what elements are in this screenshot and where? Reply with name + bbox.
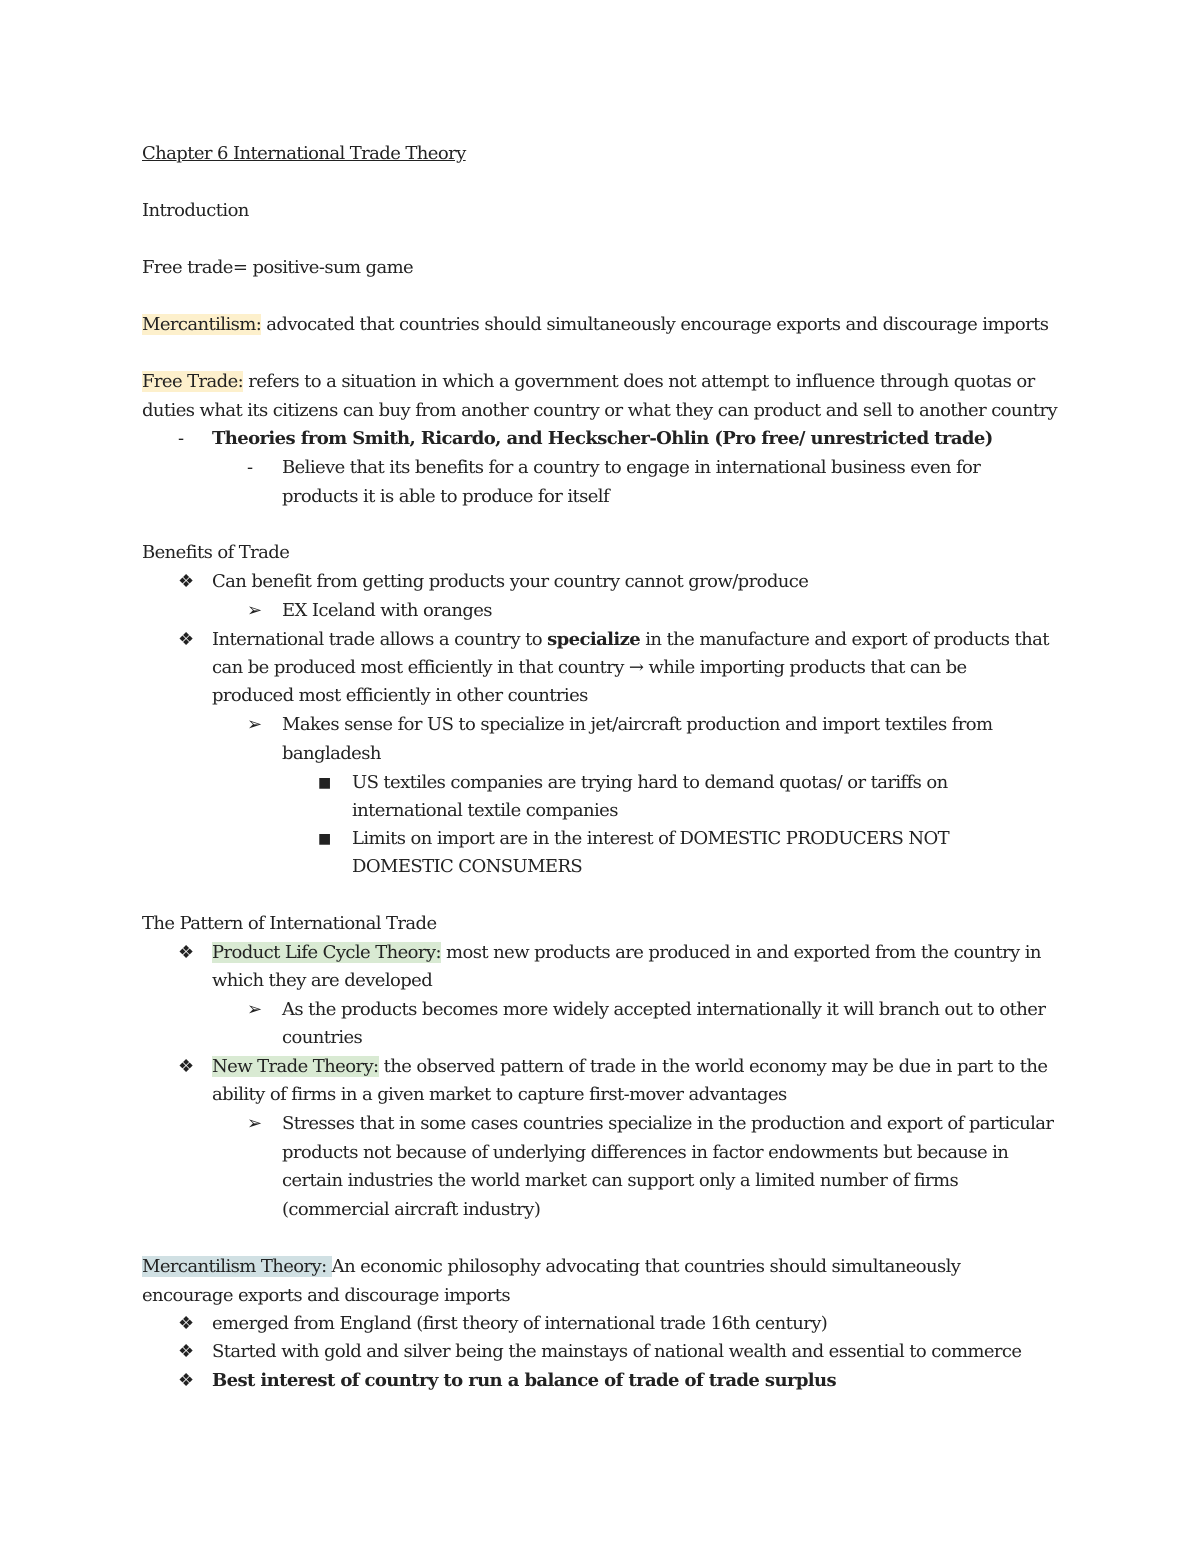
merc-point-3: Best interest of country to run a balance of trade of trade surplus	[212, 1370, 837, 1391]
plc-sub-line-1: As the products becomes more widely accepted internationally it will branch out to other	[282, 999, 1046, 1020]
plc-line-2: which they are developed	[212, 970, 433, 991]
benefit-2-bold: specialize	[547, 629, 641, 650]
believe-line-2: products it is able to produce for itself	[282, 486, 610, 507]
page-title: Chapter 6 International Trade Theory	[142, 143, 466, 164]
mercantilism-definition	[142, 313, 1048, 337]
mercantilism-term: Mercantilism:	[142, 314, 262, 335]
merc-theory-text: An economic philosophy advocating that countries should simultaneously	[331, 1256, 961, 1277]
sub-bullet-1-line-1: US textiles companies are trying hard to demand quotas/ or tariffs on	[352, 772, 948, 793]
merc-point-2: Started with gold and silver being the mainstays of national wealth and essential to commerce	[212, 1341, 1022, 1362]
benefit-1a: EX Iceland with oranges	[282, 600, 492, 621]
pattern-heading: The Pattern of International Trade	[142, 913, 437, 934]
ntt-line-1	[212, 1055, 1047, 1079]
benefit-2-line-1	[212, 628, 1049, 652]
diamond-bullet-icon: ❖	[178, 1341, 195, 1362]
dash-bullet: -	[247, 457, 254, 478]
diamond-bullet-icon: ❖	[178, 629, 195, 650]
diamond-bullet-icon: ❖	[178, 1370, 195, 1391]
ntt-sub-line-4: (commercial aircraft industry)	[282, 1199, 541, 1220]
believe-line-1: Believe that its benefits for a country to engage in international business even for	[282, 457, 981, 478]
merc-point-1: emerged from England (first theory of international trade 16th century)	[212, 1313, 828, 1334]
diamond-bullet-icon: ❖	[178, 571, 195, 592]
merc-theory-line-1	[142, 1255, 960, 1279]
plc-text: most new products are produced in and exported from the country in	[440, 942, 1041, 963]
free-trade-definition	[142, 370, 1035, 394]
sub-bullet-2-line-2: DOMESTIC CONSUMERS	[352, 856, 583, 877]
dash-bullet: -	[178, 428, 185, 449]
ntt-sub-line-1: Stresses that in some cases countries specialize in the production and export of particular	[282, 1113, 1054, 1134]
merc-theory-term: Mercantilism Theory:	[142, 1256, 332, 1277]
free-trade-text-2: duties what its citizens can buy from another country or what they can product and sell to another country	[142, 400, 1058, 421]
ntt-sub-line-3: certain industries the world market can support only a limited number of firms	[282, 1170, 959, 1191]
plc-term: Product Life Cycle Theory:	[212, 942, 441, 963]
ntt-sub-line-2: products not because of underlying differences in factor endowments but because in	[282, 1142, 1009, 1163]
plc-sub-line-2: countries	[282, 1027, 363, 1048]
benefit-1: Can benefit from getting products your country cannot grow/produce	[212, 571, 809, 592]
diamond-bullet-icon: ❖	[178, 1313, 195, 1334]
square-bullet-icon: ■	[318, 775, 332, 791]
diamond-bullet-icon: ❖	[178, 1056, 195, 1077]
merc-theory-line-2: encourage exports and discourage imports	[142, 1285, 511, 1306]
benefit-2-line-3: produced most efficiently in other countries	[212, 685, 588, 706]
arrow-bullet-icon: ➢	[247, 714, 263, 735]
benefit-2a-line-2: bangladesh	[282, 743, 381, 764]
diamond-bullet-icon: ❖	[178, 942, 195, 963]
sub-bullet-1-line-2: international textile companies	[352, 800, 618, 821]
benefit-2-pre: International trade allows a country to	[212, 629, 548, 650]
benefit-2-line-2: can be produced most efficiently in that country → while importing products that can be	[212, 657, 967, 678]
arrow-bullet-icon: ➢	[247, 999, 263, 1020]
ntt-line-2: ability of firms in a given market to capture first-mover advantages	[212, 1084, 787, 1105]
ntt-term: New Trade Theory:	[212, 1056, 379, 1077]
square-bullet-icon: ■	[318, 831, 332, 847]
plc-line-1	[212, 941, 1041, 965]
free-trade-text-1: refers to a situation in which a government does not attempt to influence through quotas or	[243, 371, 1035, 392]
arrow-bullet-icon: ➢	[247, 1113, 263, 1134]
free-trade-game-line: Free trade= positive-sum game	[142, 257, 414, 278]
benefit-2a-line-1: Makes sense for US to specialize in jet/aircraft production and import textiles from	[282, 714, 993, 735]
benefit-2-post: in the manufacture and export of products that	[640, 629, 1049, 650]
free-trade-term: Free Trade:	[142, 371, 244, 392]
arrow-bullet-icon: ➢	[247, 600, 263, 621]
theories-line: Theories from Smith, Ricardo, and Heckscher-Ohlin (Pro free/ unrestricted trade)	[212, 428, 993, 449]
intro-heading: Introduction	[142, 200, 249, 221]
mercantilism-text: advocated that countries should simultaneously encourage exports and discourage imports	[261, 314, 1049, 335]
benefits-heading: Benefits of Trade	[142, 542, 290, 563]
ntt-text: the observed pattern of trade in the world economy may be due in part to the	[378, 1056, 1048, 1077]
sub-bullet-2-line-1: Limits on import are in the interest of DOMESTIC PRODUCERS NOT	[352, 828, 950, 849]
